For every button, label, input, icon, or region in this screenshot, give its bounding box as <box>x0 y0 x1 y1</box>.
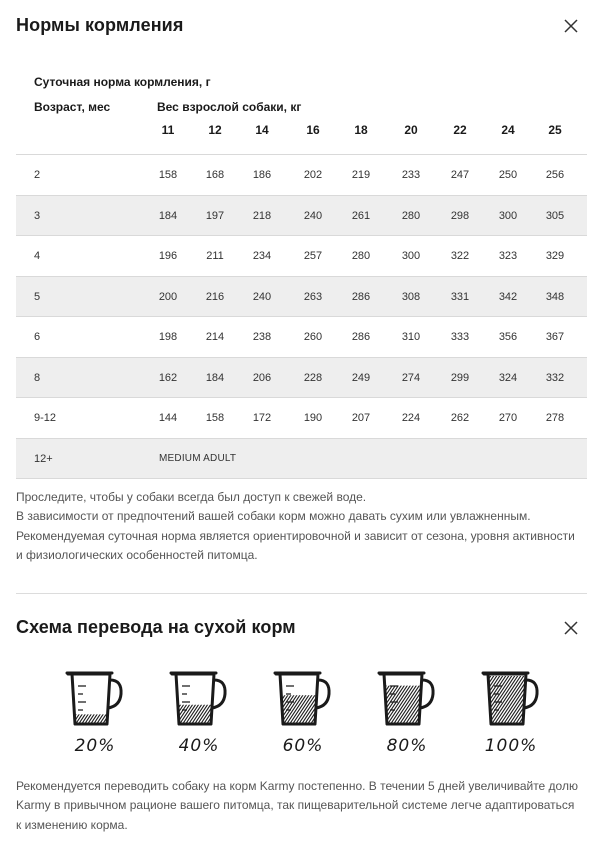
age-cell: 4 <box>34 250 41 262</box>
close-icon <box>563 18 579 34</box>
value-cell: 144 <box>158 412 178 424</box>
value-cell: 286 <box>351 290 371 303</box>
value-cell: 298 <box>450 209 470 222</box>
age-cell: 6 <box>34 331 41 343</box>
table-row <box>16 236 587 277</box>
age-cell: 5 <box>34 290 41 303</box>
weight-header-cell: 20 <box>404 123 418 137</box>
value-cell: 367 <box>545 331 565 343</box>
transition-step <box>476 668 546 756</box>
transition-steps <box>60 668 560 758</box>
value-cell: 224 <box>401 412 421 424</box>
weight-header-cell: 12 <box>208 123 222 137</box>
value-cell: 216 <box>205 290 225 303</box>
value-cell: 207 <box>351 412 371 424</box>
transition-step-label: 100% <box>484 736 538 756</box>
value-cell: 162 <box>158 371 178 384</box>
value-cell: 197 <box>205 209 225 222</box>
value-cell: 219 <box>351 169 371 181</box>
value-cell: 257 <box>303 250 323 262</box>
transition-close-button[interactable] <box>563 620 579 636</box>
weight-header-cell: 24 <box>501 123 515 137</box>
feeding-close-button[interactable] <box>563 18 579 34</box>
value-cell: 280 <box>401 209 421 222</box>
value-cell: 331 <box>450 290 470 303</box>
weight-header-cell: 22 <box>453 123 467 137</box>
measuring-jug-icon <box>376 668 438 728</box>
value-cell: 200 <box>158 290 178 303</box>
value-cell: 333 <box>450 331 470 343</box>
value-cell: 184 <box>205 371 225 384</box>
value-cell: 305 <box>545 209 565 222</box>
value-cell: 206 <box>252 371 272 384</box>
value-cell: 324 <box>498 371 518 384</box>
table-row <box>16 196 587 237</box>
transition-step <box>164 668 234 756</box>
value-cell: 356 <box>498 331 518 343</box>
age-header: Возраст, мес <box>34 100 111 114</box>
value-cell: 270 <box>498 412 518 424</box>
value-cell: 278 <box>545 412 565 424</box>
measuring-jug-icon <box>168 668 230 728</box>
value-cell: 190 <box>303 412 323 424</box>
weight-columns <box>16 123 587 147</box>
value-cell: 240 <box>252 290 272 303</box>
table-row <box>16 358 587 399</box>
transition-title: Схема перевода на сухой корм <box>16 617 296 637</box>
value-cell: 348 <box>545 290 565 303</box>
weight-header-cell: 18 <box>354 123 368 137</box>
value-cell: 260 <box>303 331 323 343</box>
value-cell: 238 <box>252 331 272 343</box>
age-cell: 3 <box>34 209 41 222</box>
transition-text-line: Karmy в привычном рационе вашего питомца, так пищеварительной системе легче адаптироваться <box>16 798 575 813</box>
value-cell: 300 <box>498 209 518 222</box>
table-row <box>16 155 587 196</box>
transition-step-label: 80% <box>386 736 428 756</box>
value-cell: 234 <box>252 250 272 262</box>
age-cell: 9-12 <box>34 412 57 424</box>
note-line: Рекомендуемая суточная норма является ориентировочной и зависит от сезона, уровня активности <box>16 528 575 543</box>
value-cell: 342 <box>498 290 518 303</box>
transition-text-line: Рекомендуется переводить собаку на корм Karmy постепенно. В течении 5 дней увеличивайте долю <box>16 779 578 793</box>
age-cell: 2 <box>34 169 41 181</box>
value-cell: 172 <box>252 412 272 424</box>
value-cell: 286 <box>351 331 371 343</box>
value-cell: 322 <box>450 250 470 262</box>
value-cell: 263 <box>303 290 323 303</box>
value-cell: 211 <box>206 250 224 262</box>
value-cell: 329 <box>545 250 565 262</box>
value-cell: 202 <box>303 169 323 181</box>
transition-step <box>372 668 442 756</box>
value-cell: 198 <box>158 331 178 343</box>
age-cell: 12+ <box>34 452 53 465</box>
transition-step <box>268 668 338 756</box>
feeding-header <box>16 15 597 45</box>
transition-text <box>16 777 596 835</box>
table-row <box>16 317 587 358</box>
transition-step-label: 20% <box>74 736 116 756</box>
transition-step <box>60 668 130 756</box>
table-rows <box>16 154 587 479</box>
note-line: и физиологических особенностей питомца. <box>16 547 258 562</box>
value-cell: 249 <box>351 371 371 384</box>
value-cell: 274 <box>401 371 421 384</box>
close-icon <box>563 620 579 636</box>
note-line: В зависимости от предпочтений вашей собаки корм можно давать сухим или увлажненным. <box>16 509 531 524</box>
age-cell: 8 <box>34 371 41 384</box>
table-row <box>16 277 587 318</box>
value-cell: 332 <box>545 371 565 384</box>
table-caption: Суточная норма кормления, г <box>34 75 211 89</box>
value-cell: 299 <box>450 371 470 384</box>
value-cell: 196 <box>158 250 178 262</box>
value-cell: 308 <box>401 290 421 303</box>
value-cell: 300 <box>401 250 421 262</box>
value-cell: 323 <box>498 250 518 262</box>
measuring-jug-icon <box>480 668 542 728</box>
value-cell: 310 <box>401 331 421 343</box>
weight-header: Вес взрослой собаки, кг <box>157 100 302 114</box>
weight-header-cell: 25 <box>548 123 562 137</box>
value-cell: 168 <box>205 169 225 181</box>
value-cell: 250 <box>498 169 518 181</box>
value-cell: 280 <box>351 250 371 262</box>
measuring-jug-icon <box>272 668 334 728</box>
measuring-jug-icon <box>64 668 126 728</box>
value-cell: 218 <box>252 209 272 222</box>
value-cell: 256 <box>545 169 565 181</box>
feeding-title: Нормы кормления <box>16 15 184 35</box>
weight-header-cell: 11 <box>161 123 175 137</box>
value-cell: 158 <box>205 412 225 424</box>
value-cell: 233 <box>401 169 421 181</box>
value-cell: 158 <box>158 169 178 181</box>
transition-step-label: 60% <box>282 736 324 756</box>
value-cell: 247 <box>450 169 470 181</box>
value-cell: 240 <box>303 209 323 222</box>
value-cell: 186 <box>252 169 272 181</box>
feeding-notes <box>16 488 596 565</box>
weight-header-cell: 14 <box>255 123 269 137</box>
value-cell: 228 <box>303 371 323 384</box>
value-cell: 184 <box>158 209 178 222</box>
weight-header-cell: 16 <box>306 123 320 137</box>
value-cell: 262 <box>450 412 470 424</box>
transition-text-line: к изменению корма. <box>16 817 128 832</box>
value-cell: 214 <box>205 331 225 343</box>
transition-header <box>16 617 597 647</box>
transition-step-label: 40% <box>178 736 220 756</box>
table-row <box>16 398 587 439</box>
row-note: MEDIUM ADULT <box>159 452 237 464</box>
table-row <box>16 439 587 480</box>
value-cell: 261 <box>351 209 371 222</box>
section-divider <box>16 593 587 594</box>
note-line: Проследите, чтобы у собаки всегда был доступ к свежей воде. <box>16 490 367 504</box>
